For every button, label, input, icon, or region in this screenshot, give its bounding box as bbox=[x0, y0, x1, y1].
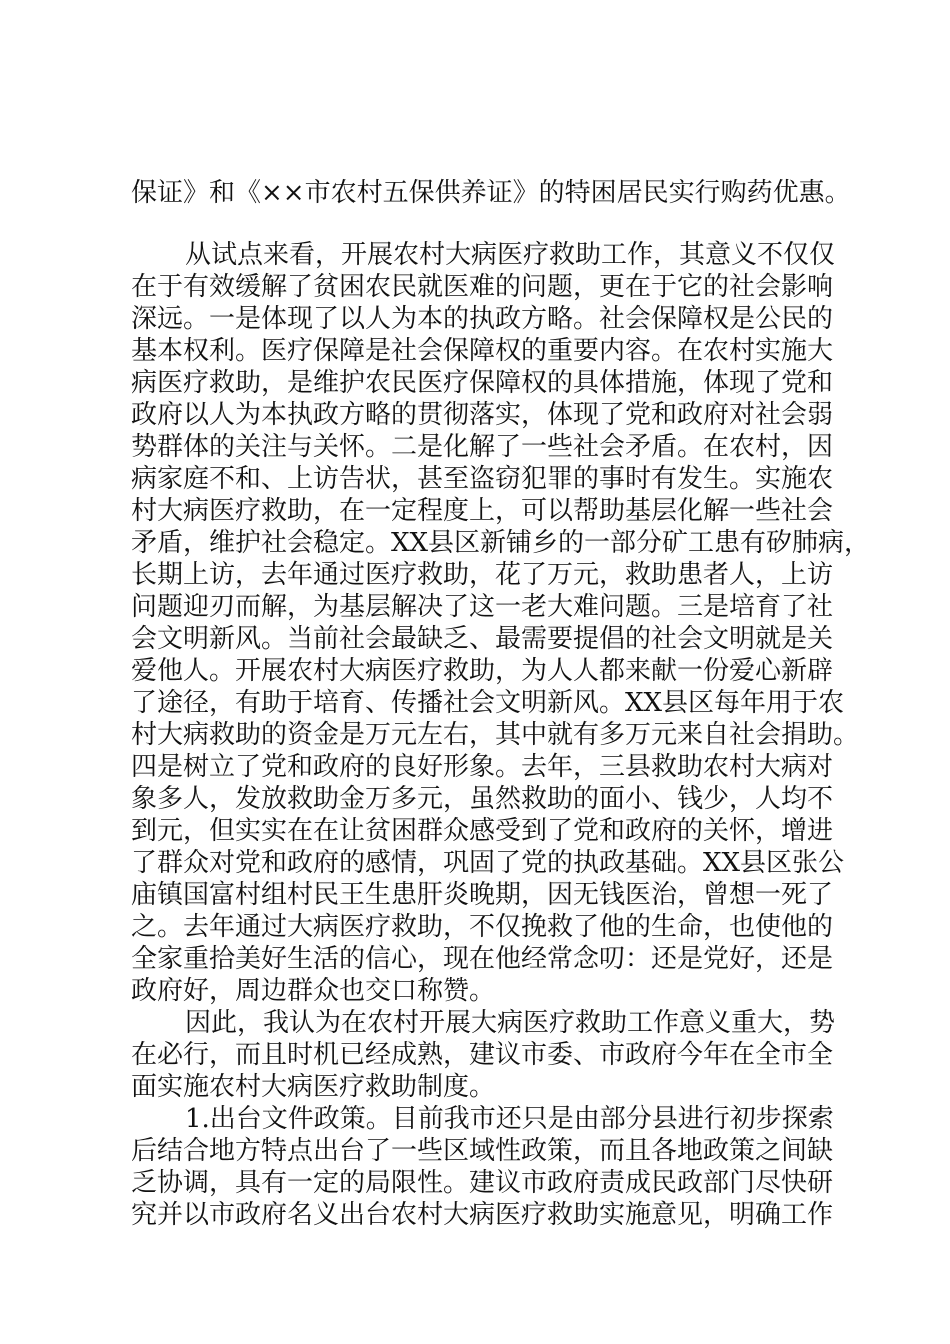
text-line: 势群体的关注与关怀。二是化解了一些社会矛盾。在农村，因 bbox=[131, 432, 834, 462]
text-line: 全家重拾美好生活的信心，现在他经常念叨：还是党好，还是 bbox=[131, 944, 834, 974]
text-line: 病医疗救助，是维护农民医疗保障权的具体措施，体现了党和 bbox=[131, 368, 834, 398]
text-line: 村大病医疗救助，在一定程度上，可以帮助基层化解一些社会 bbox=[131, 496, 834, 526]
text-line: 在必行，而且时机已经成熟，建议市委、市政府今年在全市全 bbox=[131, 1040, 834, 1070]
text-line: 在于有效缓解了贫困农民就医难的问题，更在于它的社会影响 bbox=[131, 272, 834, 302]
text-line: 了途径，有助于培育、传播社会文明新风。XX县区每年用于农 bbox=[131, 688, 845, 718]
paragraph-first-line: 1.出台文件政策。目前我市还只是由部分县进行初步探索 bbox=[185, 1104, 834, 1134]
paragraph-last-line: 面实施农村大病医疗救助制度。 bbox=[131, 1072, 496, 1102]
text-line: 后结合地方特点出台了一些区域性政策，而且各地政策之间缺 bbox=[131, 1136, 834, 1166]
text-line: 四是树立了党和政府的良好形象。去年，三县救助农村大病对 bbox=[131, 752, 834, 782]
text-line: 庙镇国富村组村民王生患肝炎晚期，因无钱医治，曾想一死了 bbox=[131, 880, 834, 910]
text-line: 乏协调，具有一定的局限性。建议市政府责成民政部门尽快研 bbox=[131, 1168, 834, 1198]
text-line: 到元，但实实在在让贫困群众感受到了党和政府的关怀，增进 bbox=[131, 816, 834, 846]
text-line: 政府以人为本执政方略的贯彻落实，体现了党和政府对社会弱 bbox=[131, 400, 834, 430]
text-line: 村大病救助的资金是万元左右，其中就有多万元来自社会捐助。 bbox=[131, 720, 860, 750]
text-line: 了群众对党和政府的感情，巩固了党的执政基础。XX县区张公 bbox=[131, 848, 845, 878]
paragraph-last-line: 政府好，周边群众也交口称赞。 bbox=[131, 976, 496, 1006]
text-line: 爱他人。开展农村大病医疗救助，为人人都来献一份爱心新辟 bbox=[131, 656, 834, 686]
text-line: 矛盾，维护社会稳定。XX县区新铺乡的一部分矿工患有矽肺病， bbox=[131, 528, 871, 558]
text-line: 保证》和《××市农村五保供养证》的特困居民实行购药优惠。 bbox=[131, 178, 851, 208]
text-line: 问题迎刃而解，为基层解决了这一老大难问题。三是培育了社 bbox=[131, 592, 834, 622]
text-line: 深远。一是体现了以人为本的执政方略。社会保障权是公民的 bbox=[131, 304, 834, 334]
text-line: 基本权利。医疗保障是社会保障权的重要内容。在农村实施大 bbox=[131, 336, 834, 366]
paragraph-first-line: 因此，我认为在农村开展大病医疗救助工作意义重大，势 bbox=[185, 1008, 836, 1038]
text-line: 病家庭不和、上访告状，甚至盗窃犯罪的事时有发生。实施农 bbox=[131, 464, 834, 494]
text-line: 象多人，发放救助金万多元，虽然救助的面小、钱少，人均不 bbox=[131, 784, 834, 814]
text-line: 究并以市政府名义出台农村大病医疗救助实施意见，明确工作 bbox=[131, 1200, 834, 1230]
text-line: 长期上访，去年通过医疗救助，花了万元，救助患者人，上访 bbox=[131, 560, 834, 590]
text-line: 之。去年通过大病医疗救助，不仅挽救了他的生命，也使他的 bbox=[131, 912, 834, 942]
text-line: 会文明新风。当前社会最缺乏、最需要提倡的社会文明就是关 bbox=[131, 624, 834, 654]
paragraph-first-line: 从试点来看，开展农村大病医疗救助工作，其意义不仅仅 bbox=[185, 240, 836, 270]
